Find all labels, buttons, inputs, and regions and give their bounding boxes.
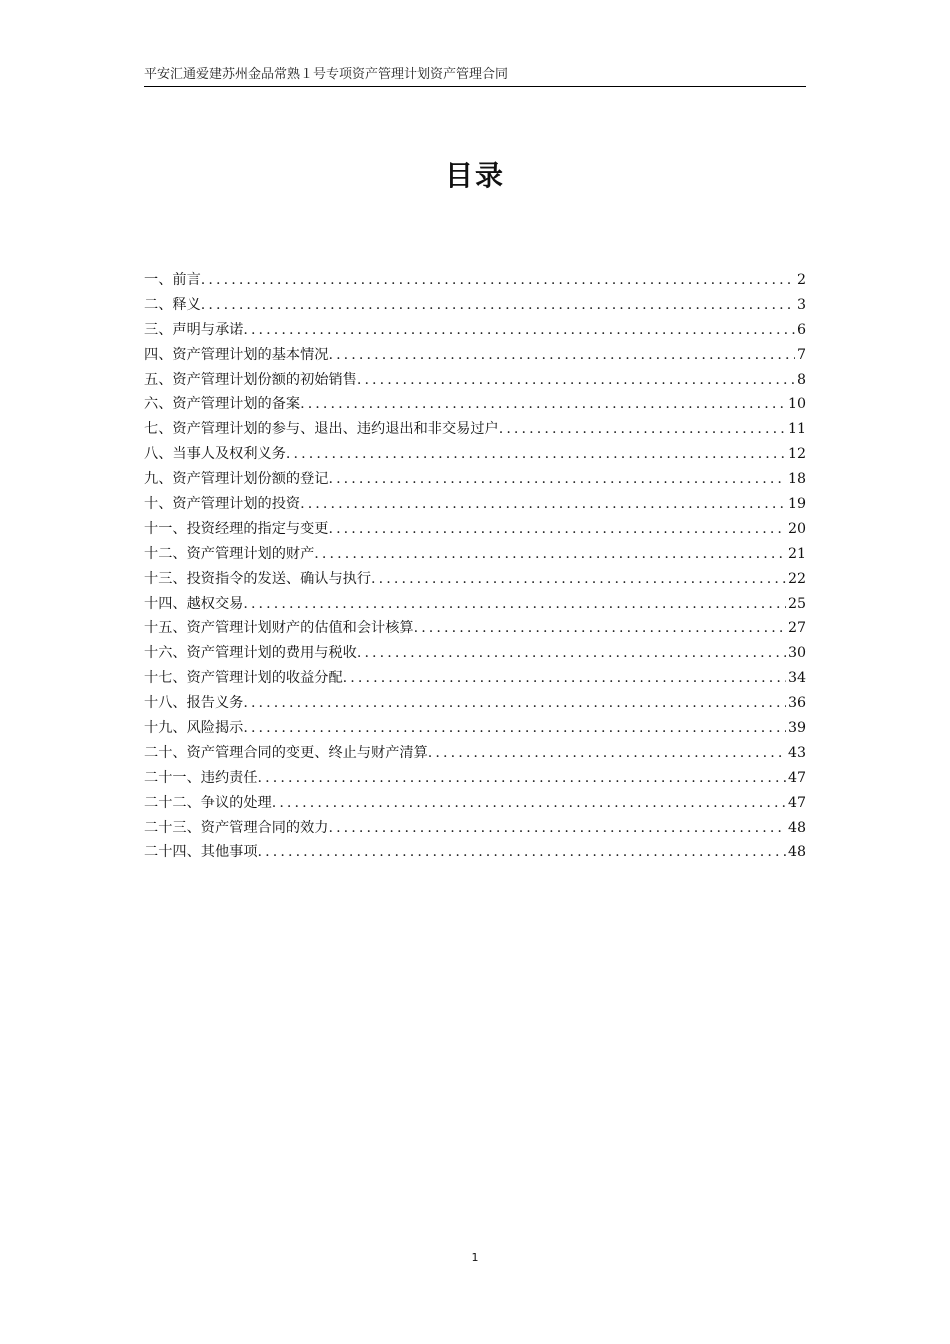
toc-dot-leader bbox=[201, 268, 795, 293]
toc-page-number: 18 bbox=[787, 471, 806, 488]
toc-entry-title: 九、资产管理计划份额的登记 bbox=[144, 471, 329, 488]
toc-dot-leader bbox=[343, 666, 786, 691]
toc-dot-leader bbox=[243, 691, 786, 716]
toc-entry-title: 十六、资产管理计划的费用与税收 bbox=[144, 645, 357, 662]
toc-entry[interactable] bbox=[144, 616, 806, 641]
toc-page-number: 43 bbox=[787, 744, 806, 761]
toc-dot-leader bbox=[428, 741, 786, 766]
running-header bbox=[144, 66, 806, 87]
toc-page-number: 39 bbox=[787, 720, 806, 737]
toc-page-number: 20 bbox=[787, 520, 806, 537]
toc-page-number: 10 bbox=[787, 396, 806, 413]
page-number: 1 bbox=[471, 1251, 479, 1264]
toc-entry[interactable] bbox=[144, 567, 806, 592]
toc-entry-title: 二十二、争议的处理 bbox=[144, 794, 272, 811]
toc-entry[interactable] bbox=[144, 791, 806, 816]
toc-dot-leader bbox=[258, 840, 786, 865]
toc-dot-leader bbox=[286, 442, 786, 467]
toc-entry[interactable] bbox=[144, 816, 806, 841]
toc-page-number: 6 bbox=[796, 321, 806, 338]
toc-dot-leader bbox=[243, 592, 786, 617]
toc-page-number: 25 bbox=[787, 595, 806, 612]
toc-dot-leader bbox=[243, 318, 795, 343]
toc-entry-title: 一、前言 bbox=[144, 272, 201, 288]
toc-entry-title: 十一、投资经理的指定与变更 bbox=[144, 520, 329, 537]
toc-entry[interactable] bbox=[144, 641, 806, 666]
toc-entry-title: 十三、投资指令的发送、确认与执行 bbox=[144, 570, 372, 587]
toc-entry-title: 十九、风险揭示 bbox=[144, 720, 244, 737]
toc-entry[interactable] bbox=[144, 442, 806, 467]
toc-dot-leader bbox=[371, 567, 786, 592]
toc-page-number: 2 bbox=[796, 272, 806, 288]
toc-entry[interactable] bbox=[144, 318, 806, 343]
toc-page-number: 36 bbox=[787, 695, 806, 712]
toc-page-number: 8 bbox=[796, 371, 806, 388]
toc-entry-title: 八、当事人及权利义务 bbox=[144, 446, 286, 463]
toc-page-number: 22 bbox=[787, 570, 806, 587]
toc-page-number: 27 bbox=[787, 620, 806, 637]
toc-dot-leader bbox=[272, 791, 786, 816]
toc-entry[interactable] bbox=[144, 517, 806, 542]
toc-dot-leader bbox=[328, 816, 785, 841]
toc-dot-leader bbox=[258, 766, 786, 791]
toc-page-number: 47 bbox=[787, 769, 806, 786]
toc-page-number: 47 bbox=[787, 794, 806, 811]
toc-dot-leader bbox=[328, 343, 795, 368]
toc-entry-title: 十五、资产管理计划财产的估值和会计核算 bbox=[144, 620, 414, 637]
toc-entry-title: 十、资产管理计划的投资 bbox=[144, 496, 301, 513]
toc-page-number: 11 bbox=[787, 421, 806, 438]
toc-entry[interactable] bbox=[144, 691, 806, 716]
toc-entry[interactable] bbox=[144, 268, 806, 293]
toc-dot-leader bbox=[201, 293, 795, 318]
table-of-contents bbox=[144, 268, 806, 865]
toc-entry[interactable] bbox=[144, 343, 806, 368]
toc-entry-title: 二十、资产管理合同的变更、终止与财产清算 bbox=[144, 744, 428, 761]
header-title: 平安汇通爱建苏州金品常熟１号专项资产管理计划资产管理合同 bbox=[144, 67, 509, 82]
toc-page-number: 34 bbox=[787, 670, 806, 687]
toc-entry[interactable] bbox=[144, 840, 806, 865]
toc-dot-leader bbox=[300, 392, 786, 417]
toc-dot-leader bbox=[499, 417, 786, 442]
toc-entry[interactable] bbox=[144, 766, 806, 791]
toc-entry[interactable] bbox=[144, 492, 806, 517]
toc-entry-title: 十二、资产管理计划的财产 bbox=[144, 545, 315, 562]
toc-entry[interactable] bbox=[144, 542, 806, 567]
toc-entry-title: 七、资产管理计划的参与、退出、违约退出和非交易过户 bbox=[144, 421, 499, 438]
toc-entry-title: 十七、资产管理计划的收益分配 bbox=[144, 670, 343, 687]
toc-entry-title: 二十一、违约责任 bbox=[144, 769, 258, 786]
toc-entry-title: 十八、报告义务 bbox=[144, 695, 244, 712]
toc-page-number: 48 bbox=[787, 819, 806, 836]
toc-entry[interactable] bbox=[144, 741, 806, 766]
toc-entry-title: 四、资产管理计划的基本情况 bbox=[144, 346, 329, 363]
toc-entry[interactable] bbox=[144, 417, 806, 442]
toc-dot-leader bbox=[357, 641, 786, 666]
toc-page-number: 19 bbox=[787, 496, 806, 513]
toc-entry[interactable] bbox=[144, 666, 806, 691]
toc-dot-leader bbox=[314, 542, 786, 567]
toc-entry-title: 十四、越权交易 bbox=[144, 595, 244, 612]
toc-entry[interactable] bbox=[144, 716, 806, 741]
toc-page-number: 7 bbox=[796, 346, 806, 363]
toc-entry-title: 二、释义 bbox=[144, 296, 201, 313]
toc-page-number: 30 bbox=[787, 645, 806, 662]
toc-page-number: 12 bbox=[787, 446, 806, 463]
toc-dot-leader bbox=[328, 517, 785, 542]
toc-entry[interactable] bbox=[144, 392, 806, 417]
toc-entry-title: 二十三、资产管理合同的效力 bbox=[144, 819, 329, 836]
toc-entry-title: 二十四、其他事项 bbox=[144, 844, 258, 861]
toc-dot-leader bbox=[243, 716, 786, 741]
toc-entry-title: 六、资产管理计划的备案 bbox=[144, 396, 301, 413]
toc-dot-leader bbox=[300, 492, 786, 517]
toc-entry-title: 三、声明与承诺 bbox=[144, 321, 244, 338]
toc-entry[interactable] bbox=[144, 368, 806, 393]
toc-page-number: 48 bbox=[787, 844, 806, 861]
toc-dot-leader bbox=[328, 467, 785, 492]
toc-dot-leader bbox=[414, 616, 786, 641]
toc-entry[interactable] bbox=[144, 467, 806, 492]
toc-dot-leader bbox=[357, 368, 795, 393]
toc-entry[interactable] bbox=[144, 293, 806, 318]
toc-entry-title: 五、资产管理计划份额的初始销售 bbox=[144, 371, 357, 388]
toc-page-number: 21 bbox=[787, 545, 806, 562]
page-title: 目录 bbox=[444, 159, 505, 192]
toc-page-number: 3 bbox=[796, 296, 806, 313]
toc-entry[interactable] bbox=[144, 592, 806, 617]
